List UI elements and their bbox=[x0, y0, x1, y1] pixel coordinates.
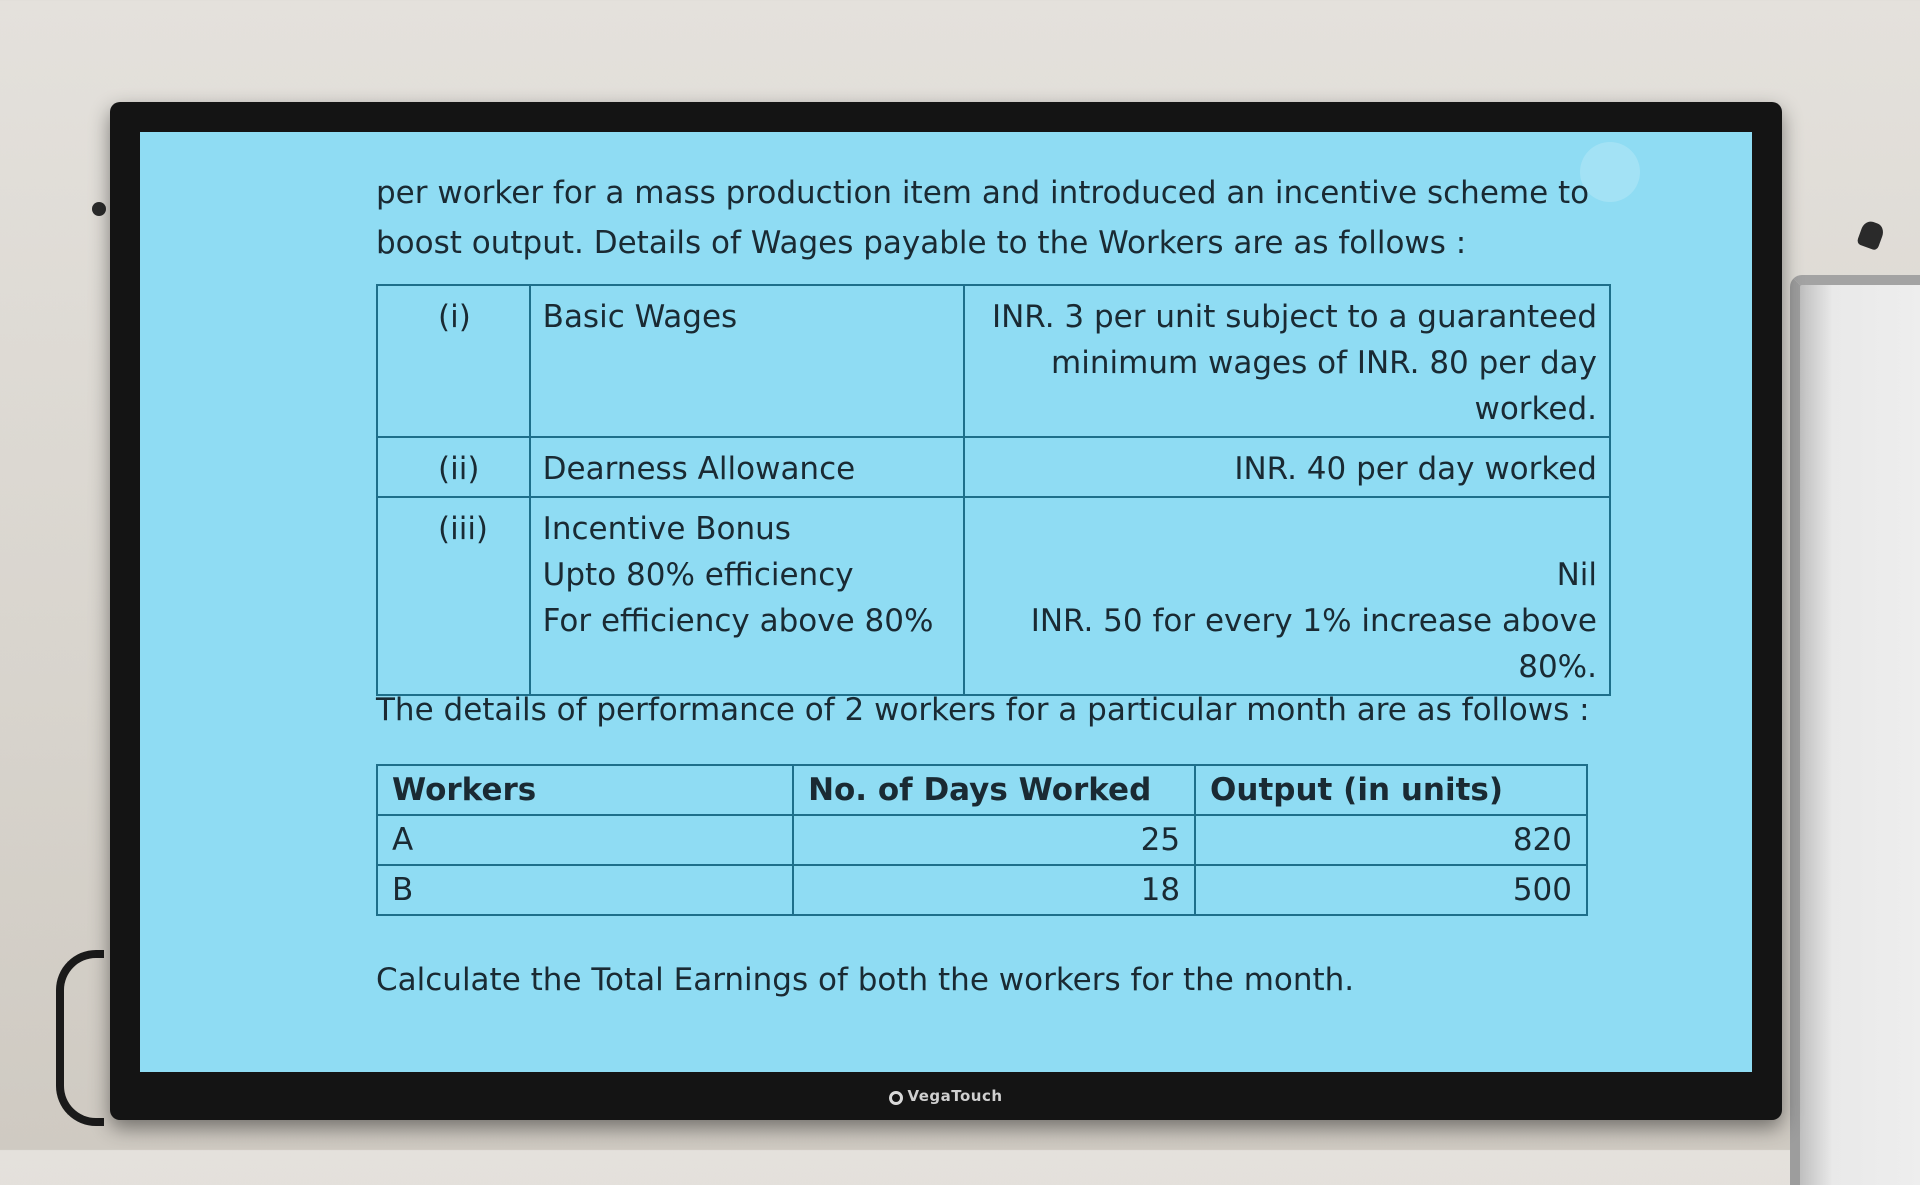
table-header-row bbox=[377, 765, 1587, 815]
item-rate bbox=[964, 285, 1610, 437]
column-header: Workers bbox=[377, 765, 793, 815]
rate-line: worked. bbox=[1474, 391, 1597, 427]
table-row bbox=[377, 497, 1610, 695]
tv-brand bbox=[110, 1087, 1782, 1105]
label-line: Basic Wages bbox=[542, 299, 738, 335]
column-header: No. of Days Worked bbox=[793, 765, 1195, 815]
rate-line: minimum wages of INR. 80 per day bbox=[1051, 345, 1597, 381]
rate-line: INR. 50 for every 1% increase above 80%. bbox=[1030, 603, 1597, 685]
performance-table bbox=[376, 764, 1588, 916]
rate-line bbox=[977, 506, 1597, 552]
days-cell: 18 bbox=[793, 865, 1195, 915]
wall-hook bbox=[1856, 219, 1886, 251]
tv-screen bbox=[140, 132, 1752, 1072]
output-cell: 500 bbox=[1195, 865, 1587, 915]
rate-line: INR. 3 per unit subject to a guaranteed bbox=[991, 299, 1597, 335]
item-label bbox=[530, 497, 964, 695]
worker-cell: A bbox=[377, 815, 793, 865]
column-header: Output (in units) bbox=[1195, 765, 1587, 815]
television bbox=[110, 102, 1782, 1120]
item-number: (iii) bbox=[377, 497, 530, 695]
brand-name: VegaTouch bbox=[907, 1087, 1003, 1105]
output-cell: 820 bbox=[1195, 815, 1587, 865]
wall-mark bbox=[92, 202, 106, 216]
whiteboard bbox=[1790, 275, 1920, 1185]
performance-intro: The details of performance of 2 workers for a particular month are as follows : bbox=[376, 692, 1590, 728]
problem-paragraph bbox=[376, 168, 1676, 268]
item-label bbox=[530, 437, 964, 497]
table-row bbox=[377, 285, 1610, 437]
label-line: Dearness Allowance bbox=[542, 451, 856, 487]
table-row bbox=[377, 815, 1587, 865]
power-cable bbox=[56, 950, 104, 1126]
item-rate bbox=[964, 437, 1610, 497]
label-line: Incentive Bonus bbox=[542, 511, 791, 547]
table-row bbox=[377, 865, 1587, 915]
wages-table bbox=[376, 284, 1611, 696]
question-text: Calculate the Total Earnings of both the workers for the month. bbox=[376, 962, 1355, 998]
table-row bbox=[377, 437, 1610, 497]
days-cell: 25 bbox=[793, 815, 1195, 865]
rate-line: INR. 40 per day worked bbox=[1234, 451, 1597, 487]
rate-line: Nil bbox=[1556, 557, 1597, 593]
item-number: (i) bbox=[377, 285, 530, 437]
label-line: Upto 80% efficiency bbox=[542, 557, 854, 593]
brand-logo-icon bbox=[889, 1091, 903, 1105]
label-line: For efficiency above 80% bbox=[542, 603, 934, 639]
item-label bbox=[530, 285, 964, 437]
item-number: (ii) bbox=[377, 437, 530, 497]
paragraph-line: boost output. Details of Wages payable to the Workers are as follows : bbox=[376, 225, 1467, 261]
item-rate bbox=[964, 497, 1610, 695]
worker-cell: B bbox=[377, 865, 793, 915]
paragraph-line: per worker for a mass production item and introduced an incentive scheme to bbox=[376, 175, 1590, 211]
